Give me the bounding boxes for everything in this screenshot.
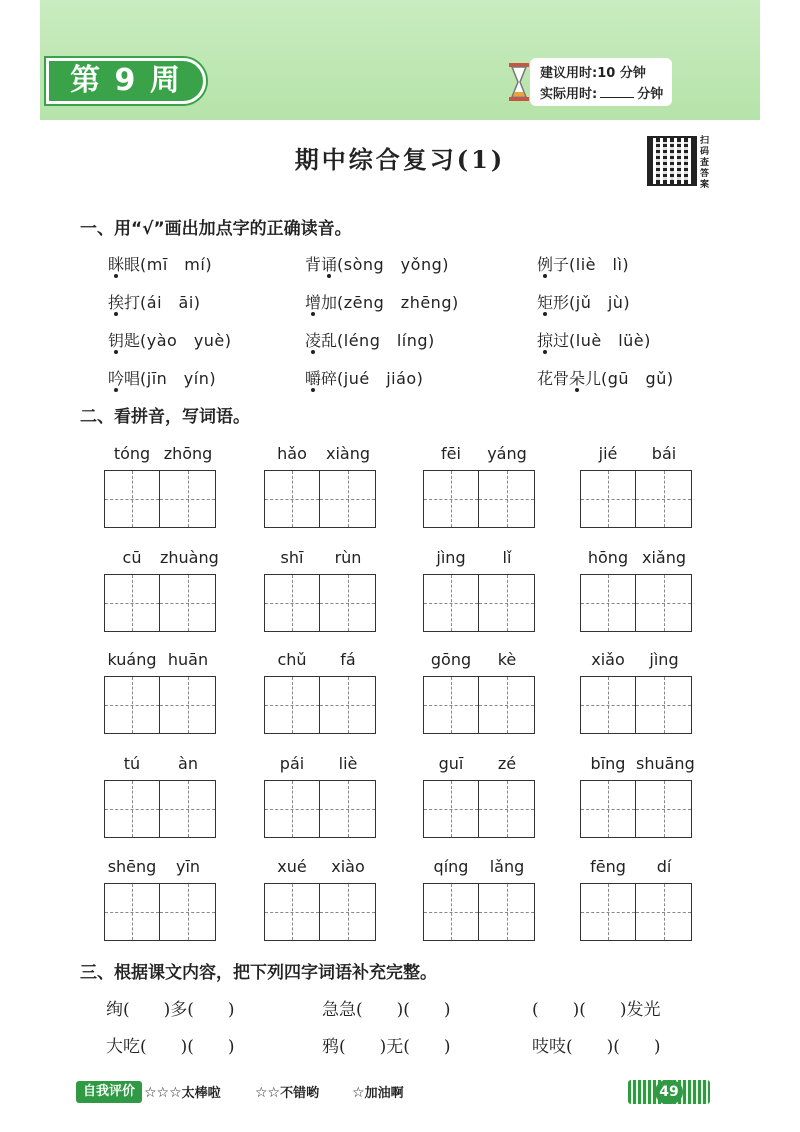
pinyin-syllable: zhuàng: [160, 548, 219, 567]
emphasis-dot: [543, 312, 547, 316]
pinyin-syllable: huān: [167, 650, 209, 669]
emphasis-dot: [114, 388, 118, 392]
writing-grid: [104, 470, 216, 528]
pinyin-syllable: shēng: [107, 857, 157, 876]
writing-cell[interactable]: [479, 884, 534, 940]
emphasis-dot: [311, 312, 315, 316]
writing-cell[interactable]: [424, 677, 479, 733]
time-box: [530, 58, 672, 106]
hourglass-icon: [508, 62, 530, 102]
pinyin-syllable: jìng: [649, 650, 679, 669]
writing-cell[interactable]: [581, 575, 636, 631]
rating-keep-going[interactable]: ☆加油啊: [352, 1085, 404, 1101]
reading-item[interactable]: 吟唱(jīn yín): [108, 369, 217, 388]
writing-cell[interactable]: [424, 471, 479, 527]
pinyin-syllable: chǔ: [277, 650, 307, 669]
emphasis-dot: [311, 350, 315, 354]
writing-cell[interactable]: [320, 781, 375, 837]
writing-grid: [423, 676, 535, 734]
writing-cell[interactable]: [265, 781, 320, 837]
emphasis-dot: [575, 388, 579, 392]
writing-cell[interactable]: [105, 781, 160, 837]
writing-cell[interactable]: [160, 781, 215, 837]
pinyin-syllable: pái: [279, 754, 305, 773]
word-pinyin: [264, 548, 376, 570]
writing-cell[interactable]: [320, 575, 375, 631]
writing-cell[interactable]: [581, 471, 636, 527]
pinyin-syllable: shī: [280, 548, 304, 567]
writing-cell[interactable]: [479, 575, 534, 631]
pinyin-syllable: xiǎo: [591, 650, 625, 669]
rating-good[interactable]: ☆☆不错哟: [255, 1085, 320, 1101]
section3-heading: 三、根据课文内容，把下列四字词语补充完整。: [80, 963, 437, 983]
pinyin-syllable: kè: [497, 650, 517, 669]
idiom-item[interactable]: 鸦( )无( ): [322, 1037, 451, 1057]
writing-cell[interactable]: [160, 884, 215, 940]
writing-grid: [264, 574, 376, 632]
reading-item[interactable]: 凌乱(léng líng): [305, 331, 435, 350]
idiom-item[interactable]: 吱吱( )( ): [532, 1037, 661, 1057]
writing-cell[interactable]: [320, 884, 375, 940]
word-pinyin: [264, 650, 376, 672]
writing-cell[interactable]: [105, 884, 160, 940]
pinyin-syllable: rùn: [334, 548, 362, 567]
word-pinyin: [264, 754, 376, 776]
writing-grid: [104, 574, 216, 632]
pinyin-syllable: kuáng: [107, 650, 157, 669]
writing-cell[interactable]: [581, 677, 636, 733]
pinyin-syllable: gōng: [430, 650, 472, 669]
word-pinyin: [264, 857, 376, 879]
writing-cell[interactable]: [636, 781, 691, 837]
self-evaluation-badge: 自我评价: [76, 1081, 142, 1103]
pinyin-syllable: lǐ: [502, 548, 512, 567]
writing-cell[interactable]: [105, 471, 160, 527]
actual-time-blank[interactable]: [600, 86, 634, 98]
emphasis-dot: [543, 350, 547, 354]
writing-cell[interactable]: [105, 677, 160, 733]
writing-grid: [580, 780, 692, 838]
writing-cell[interactable]: [424, 884, 479, 940]
pinyin-syllable: xiàng: [325, 444, 370, 463]
word-pinyin: [423, 857, 535, 879]
writing-grid: [104, 676, 216, 734]
word-pinyin: [580, 650, 692, 672]
pinyin-syllable: zhōng: [163, 444, 213, 463]
word-pinyin: [104, 444, 216, 466]
writing-grid: [423, 883, 535, 941]
emphasis-dot: [543, 274, 547, 278]
reading-item[interactable]: 背诵(sòng yǒng): [305, 255, 449, 274]
actual-time: [540, 83, 663, 102]
pinyin-syllable: bái: [651, 444, 677, 463]
pinyin-syllable: fá: [340, 650, 356, 669]
reading-item[interactable]: 矩形(jǔ jù): [537, 293, 631, 312]
writing-cell[interactable]: [105, 575, 160, 631]
writing-grid: [580, 470, 692, 528]
actual-time-prefix: 实际用时:: [540, 87, 598, 102]
writing-grid: [580, 574, 692, 632]
writing-cell[interactable]: [479, 471, 534, 527]
writing-grid: [264, 676, 376, 734]
word-pinyin: [580, 548, 692, 570]
pinyin-syllable: zé: [497, 754, 517, 773]
pinyin-syllable: qíng: [433, 857, 469, 876]
writing-cell[interactable]: [265, 575, 320, 631]
idiom-item[interactable]: ( )( )发光: [532, 1000, 661, 1020]
reading-item[interactable]: 挨打(ái āi): [108, 293, 201, 312]
word-pinyin: [423, 650, 535, 672]
writing-cell[interactable]: [265, 471, 320, 527]
pinyin-syllable: tóng: [113, 444, 151, 463]
writing-grid: [423, 574, 535, 632]
writing-cell[interactable]: [160, 575, 215, 631]
pinyin-syllable: jìng: [436, 548, 466, 567]
writing-cell[interactable]: [636, 884, 691, 940]
emphasis-dot: [114, 274, 118, 278]
reading-item[interactable]: 掠过(luè lüè): [537, 331, 651, 350]
pinyin-syllable: jié: [598, 444, 618, 463]
writing-grid: [264, 780, 376, 838]
section1-heading: 一、用“√”画出加点字的正确读音。: [80, 219, 352, 239]
reading-item[interactable]: 钥匙(yào yuè): [108, 331, 232, 350]
suggested-time: 建议用时:10 分钟: [540, 66, 646, 81]
actual-time-suffix: 分钟: [637, 87, 664, 102]
reading-item[interactable]: 眯眼(mī mí): [108, 255, 213, 274]
pinyin-syllable: shuāng: [636, 754, 695, 773]
writing-grid: [104, 883, 216, 941]
pinyin-syllable: yīn: [175, 857, 201, 876]
emphasis-dot: [311, 388, 315, 392]
writing-cell[interactable]: [160, 677, 215, 733]
star-icon: ☆☆☆: [144, 1085, 182, 1101]
page-title: 期中综合复习(1): [294, 145, 506, 174]
word-pinyin: [423, 754, 535, 776]
pinyin-syllable: cū: [122, 548, 142, 567]
reading-item[interactable]: 例子(liè lì): [537, 255, 630, 274]
writing-cell[interactable]: [160, 471, 215, 527]
pinyin-syllable: xiǎng: [641, 548, 686, 567]
writing-grid: [423, 470, 535, 528]
pinyin-syllable: xué: [277, 857, 307, 876]
star-icon: ☆☆: [255, 1085, 281, 1101]
word-pinyin: [580, 754, 695, 776]
writing-cell[interactable]: [424, 781, 479, 837]
word-pinyin: [264, 444, 376, 466]
writing-grid: [264, 883, 376, 941]
writing-cell[interactable]: [265, 884, 320, 940]
writing-cell[interactable]: [479, 677, 534, 733]
pinyin-syllable: bīng: [590, 754, 626, 773]
writing-grid: [104, 780, 216, 838]
pinyin-syllable: yáng: [487, 444, 527, 463]
writing-cell[interactable]: [581, 781, 636, 837]
emphasis-dot: [327, 274, 331, 278]
writing-cell[interactable]: [479, 781, 534, 837]
writing-grid: [264, 470, 376, 528]
reading-item[interactable]: 嚼碎(jué jiáo): [305, 369, 424, 388]
writing-cell[interactable]: [320, 471, 375, 527]
pinyin-syllable: hǎo: [277, 444, 307, 463]
word-pinyin: [580, 444, 692, 466]
word-pinyin: [104, 650, 216, 672]
pinyin-syllable: dí: [656, 857, 672, 876]
star-icon: ☆: [352, 1085, 365, 1101]
pinyin-syllable: fēng: [590, 857, 626, 876]
emphasis-dot: [114, 312, 118, 316]
writing-cell[interactable]: [265, 677, 320, 733]
qr-code-icon[interactable]: [647, 136, 697, 186]
pinyin-syllable: xiào: [331, 857, 365, 876]
word-pinyin: [104, 857, 216, 879]
pinyin-syllable: hōng: [587, 548, 629, 567]
rating-excellent[interactable]: ☆☆☆太棒啦: [144, 1085, 221, 1101]
pinyin-syllable: tú: [123, 754, 141, 773]
writing-cell[interactable]: [581, 884, 636, 940]
pinyin-syllable: fēi: [441, 444, 461, 463]
word-pinyin: [580, 857, 692, 879]
writing-cell[interactable]: [320, 677, 375, 733]
writing-grid: [580, 883, 692, 941]
writing-cell[interactable]: [636, 471, 691, 527]
pinyin-syllable: àn: [178, 754, 198, 773]
emphasis-dot: [114, 350, 118, 354]
writing-cell[interactable]: [424, 575, 479, 631]
reading-item[interactable]: 增加(zēng zhēng): [305, 293, 459, 312]
idiom-item[interactable]: 急急( )( ): [322, 1000, 451, 1020]
page-number: 49: [655, 1080, 683, 1104]
section2-heading: 二、看拼音，写词语。: [80, 407, 250, 427]
writing-cell[interactable]: [636, 677, 691, 733]
word-pinyin: [104, 548, 219, 570]
word-pinyin: [104, 754, 216, 776]
writing-grid: [423, 780, 535, 838]
writing-cell[interactable]: [636, 575, 691, 631]
idiom-item[interactable]: 绚( )多( ): [106, 1000, 235, 1020]
qr-label: 扫码查答案: [700, 136, 710, 190]
word-pinyin: [423, 444, 535, 466]
reading-item[interactable]: 花骨朵儿(gū gǔ): [537, 369, 674, 388]
word-pinyin: [423, 548, 535, 570]
pinyin-syllable: lǎng: [489, 857, 525, 876]
idiom-item[interactable]: 大吃( )( ): [106, 1037, 235, 1057]
week-label-text: 第 9 周: [70, 63, 182, 98]
week-label: [46, 58, 206, 104]
writing-grid: [580, 676, 692, 734]
pinyin-syllable: liè: [338, 754, 358, 773]
pinyin-syllable: guī: [438, 754, 464, 773]
